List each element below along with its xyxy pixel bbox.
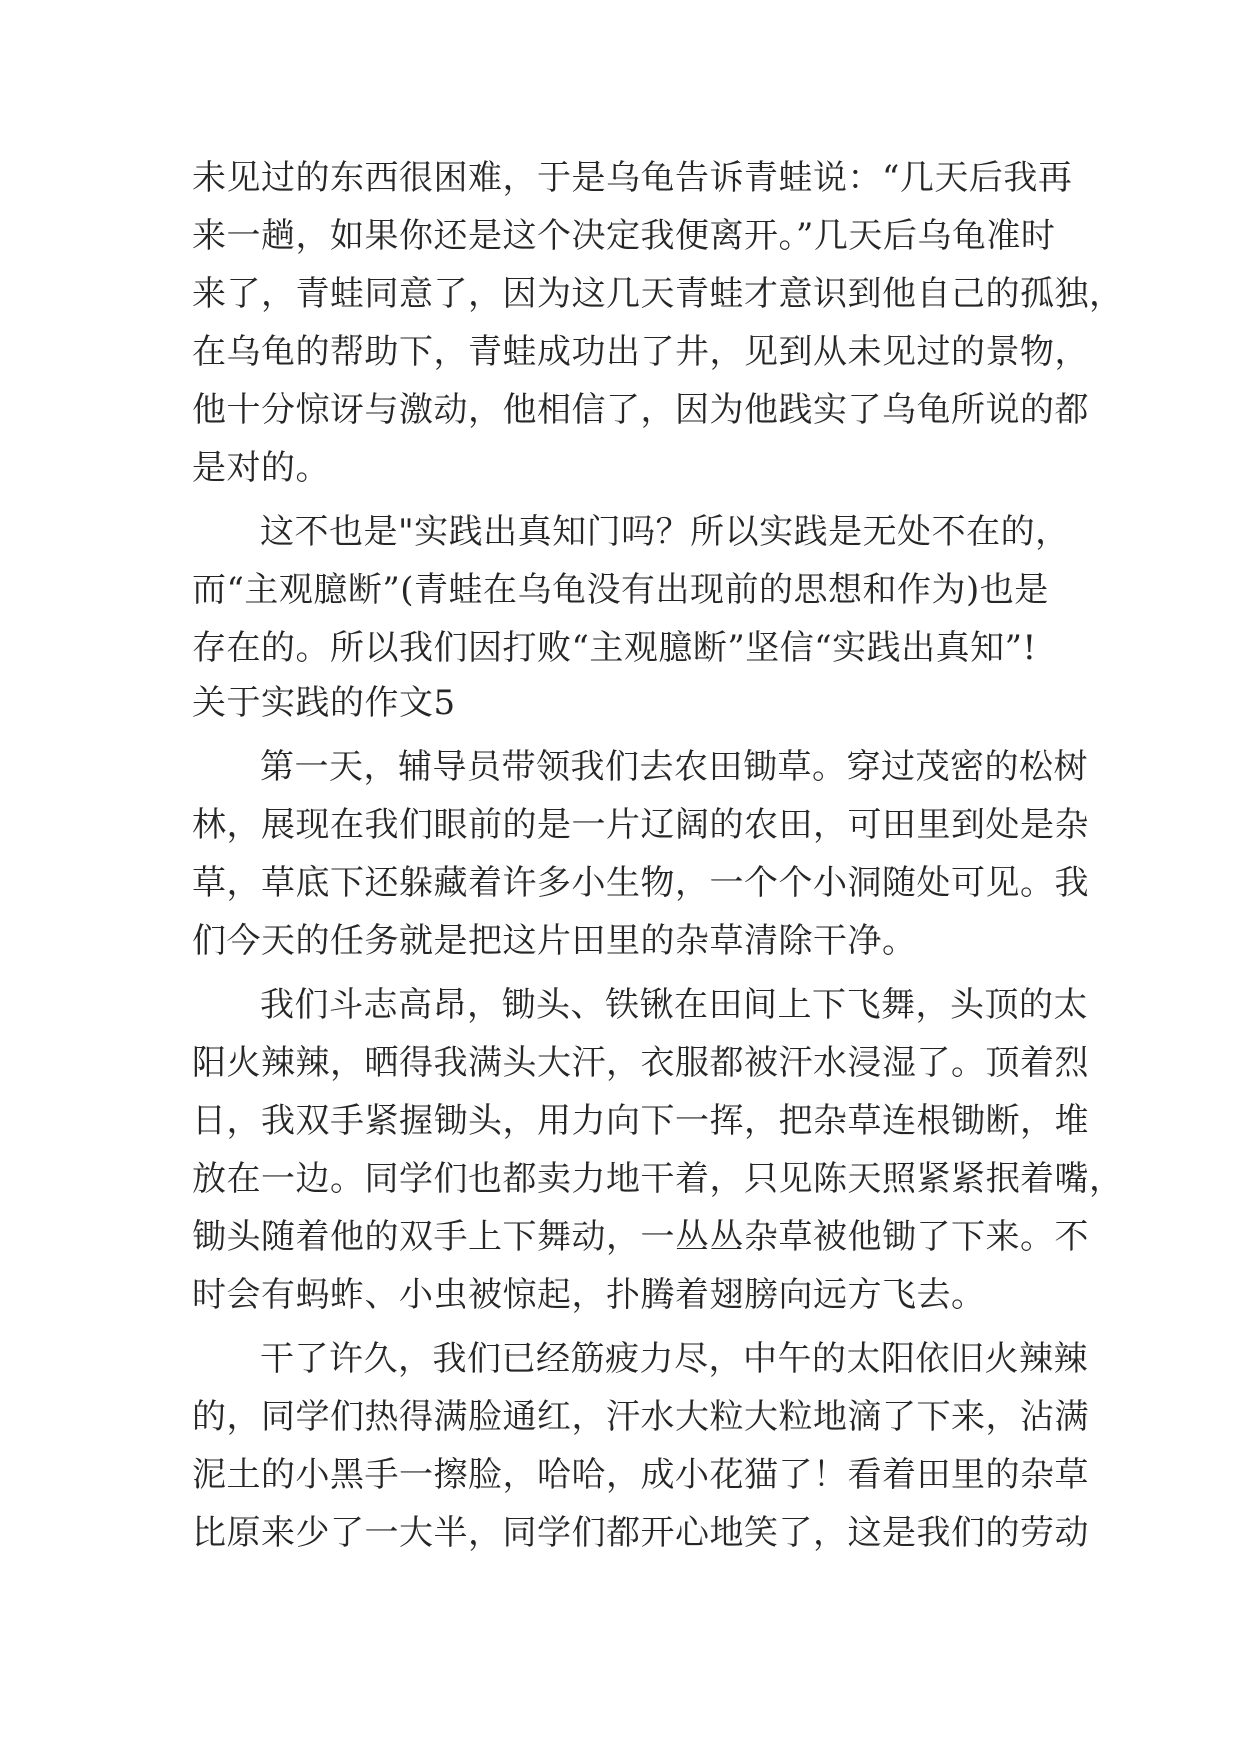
text-line: 林，展现在我们眼前的是一片辽阔的农田，可田里到处是杂 — [192, 805, 1089, 845]
text-line: 泥土的小黑手一擦脸，哈哈，成小花猫了！看着田里的杂草 — [192, 1455, 1089, 1495]
text-line: 来一趟，如果你还是这个决定我便离开。”几天后乌龟准时 — [192, 216, 1056, 256]
paragraph-first-line: 我们斗志高昂，锄头、铁锹在田间上下飞舞，头顶的太 — [260, 985, 1088, 1025]
text-line: 时会有蚂蚱、小虫被惊起，扑腾着翅膀向远方飞去。 — [192, 1275, 986, 1315]
text-line: 而“主观臆断”(青蛙在乌龟没有出现前的思想和作为)也是 — [192, 570, 1049, 610]
text-line: 来了，青蛙同意了，因为这几天青蛙才意识到他自己的孤独， — [192, 274, 1124, 314]
text-line: 未见过的东西很困难，于是乌龟告诉青蛙说：“几天后我再 — [192, 158, 1073, 198]
text-line: 是对的。 — [192, 448, 330, 488]
text-line: 阳火辣辣，晒得我满头大汗，衣服都被汗水浸湿了。顶着烈 — [192, 1043, 1089, 1083]
text-line: 存在的。所以我们因打败“主观臆断”坚信“实践出真知”! — [192, 628, 1037, 668]
text-line: 在乌龟的帮助下，青蛙成功出了井，见到从未见过的景物， — [192, 332, 1089, 372]
text-line: 日，我双手紧握锄头，用力向下一挥，把杂草连根锄断，堆 — [192, 1101, 1089, 1141]
text-line: 的，同学们热得满脸通红，汗水大粒大粒地滴了下来，沾满 — [192, 1397, 1089, 1437]
paragraph-first-line: 第一天，辅导员带领我们去农田锄草。穿过茂密的松树 — [260, 747, 1088, 787]
section-heading: 关于实践的作文5 — [192, 683, 456, 723]
paragraph-first-line: 干了许久，我们已经筋疲力尽，中午的太阳依旧火辣辣 — [260, 1339, 1088, 1379]
text-line: 草，草底下还躲藏着许多小生物，一个个小洞随处可见。我 — [192, 863, 1089, 903]
text-line: 比原来少了一大半，同学们都开心地笑了，这是我们的劳动 — [192, 1513, 1089, 1553]
paragraph-first-line: 这不也是"实践出真知门吗？所以实践是无处不在的， — [260, 512, 1070, 552]
text-line: 他十分惊讶与激动，他相信了，因为他践实了乌龟所说的都 — [192, 390, 1089, 430]
text-line: 们今天的任务就是把这片田里的杂草清除干净。 — [192, 921, 917, 961]
text-line: 放在一边。同学们也都卖力地干着，只见陈天照紧紧抿着嘴， — [192, 1159, 1124, 1199]
text-line: 锄头随着他的双手上下舞动，一丛丛杂草被他锄了下来。不 — [192, 1217, 1089, 1257]
